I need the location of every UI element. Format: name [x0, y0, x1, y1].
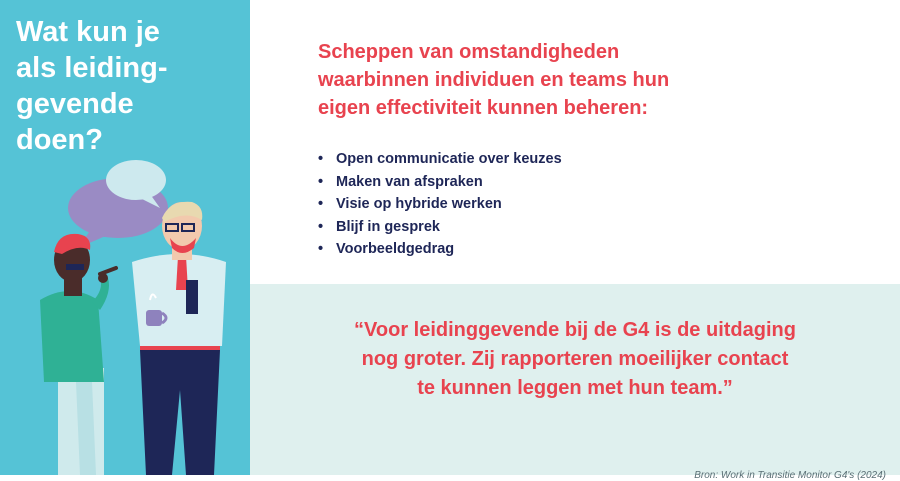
conversation-illustration	[0, 150, 250, 475]
left-panel	[0, 0, 250, 475]
left-title-line: als leiding-	[16, 52, 168, 84]
quote-line: nog groter. Zij rapporteren moeilijker contact	[361, 348, 789, 370]
left-title-line: doen?	[16, 124, 103, 156]
heading-line: waarbinnen individuen en teams hun	[318, 69, 670, 91]
quote-panel	[250, 284, 900, 481]
list-item: • Blijf in gesprek	[318, 216, 562, 239]
list-item: • Maken van afspraken	[318, 171, 562, 194]
left-title-line: Wat kun je	[16, 16, 160, 48]
left-title-line: gevende	[16, 88, 134, 120]
list-item: • Voorbeeldgedrag	[318, 238, 562, 261]
quote-text	[250, 316, 900, 403]
bullet-list	[318, 148, 562, 261]
heading-line: Scheppen van omstandigheden	[318, 41, 620, 63]
list-item: • Visie op hybride werken	[318, 193, 562, 216]
main-heading	[318, 38, 878, 122]
content-top	[250, 0, 900, 284]
quote-line: te kunnen leggen met hun team.”	[417, 377, 733, 399]
left-title	[16, 14, 236, 158]
list-item: • Open communicatie over keuzes	[318, 148, 562, 171]
source-citation: Bron: Work in Transitie Monitor G4's (2024)	[694, 470, 886, 481]
heading-line: eigen effectiviteit kunnen beheren:	[318, 97, 649, 119]
person-right	[132, 202, 226, 475]
person-left	[40, 234, 116, 475]
quote-line: “Voor leidinggevende bij de G4 is de uitdaging	[354, 319, 796, 341]
